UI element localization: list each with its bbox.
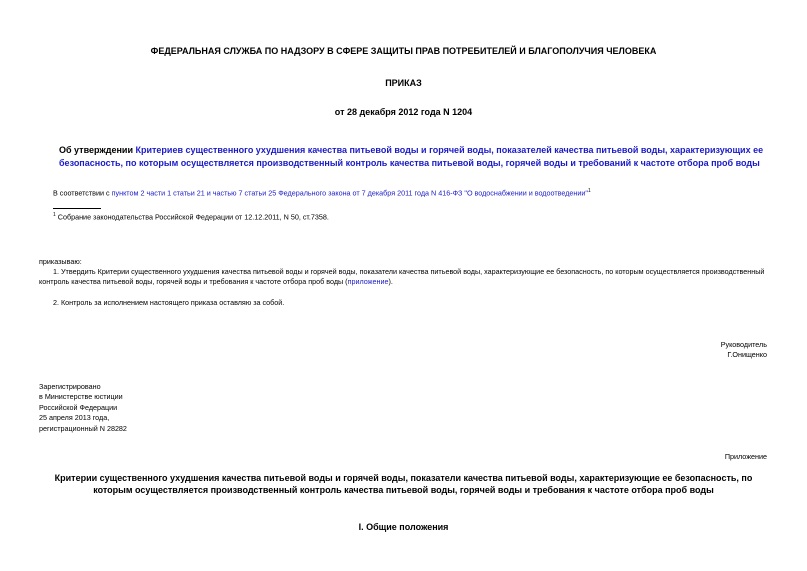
subject-line-1 xyxy=(59,145,763,155)
document-type: ПРИКАЗ xyxy=(385,78,422,88)
order-item-2: 2. Контроль за исполнением настоящего приказа оставляю за собой. xyxy=(53,298,285,307)
agency-name: ФЕДЕРАЛЬНАЯ СЛУЖБА ПО НАДЗОРУ В СФЕРЕ ЗАЩИТЫ ПРАВ ПОТРЕБИТЕЛЕЙ И БЛАГОПОЛУЧИЯ ЧЕЛОВЕКА xyxy=(150,46,657,56)
registration-block xyxy=(39,382,127,434)
registration-line: в Министерстве юстиции xyxy=(39,392,123,402)
order-item-1-text: контроль качества питьевой воды, горячей воды и требования к частоте отбора проб воды ( xyxy=(39,277,348,286)
footnote-text: Собрание законодательства Российской Федерации от 12.12.2011, N 50, ст.7358. xyxy=(57,212,329,222)
order-item-1-close: ). xyxy=(388,277,393,286)
footnote-mark: 1 xyxy=(53,212,56,218)
appendix-label: Приложение xyxy=(724,452,767,461)
section-heading: I. Общие положения xyxy=(358,522,449,532)
footnote xyxy=(53,210,329,223)
order-item-1-line-1: 1. Утвердить Критерии существенного ухудшения качества питьевой воды и горячей воды, показатели качества питьевой воды, характеризующие ее безопасность, по которым осуществляется производственный xyxy=(53,267,765,276)
order-item-1-line-2 xyxy=(39,277,393,287)
subject-prefix: Об утверждении xyxy=(59,145,136,155)
footnote-reference[interactable]: 1 xyxy=(587,188,591,194)
registration-line: Российской Федерации xyxy=(39,402,118,412)
order-intro: приказываю: xyxy=(39,257,82,266)
signature-name: Г.Онищенко xyxy=(727,350,767,359)
registration-line: регистрационный N 28282 xyxy=(39,423,127,433)
basis-text: В соответствии с xyxy=(53,188,112,198)
appendix-title-line-2: которым осуществляется производственный контроль качества питьевой воды, горячей воды и требования к частоте отбора проб воды xyxy=(93,485,714,495)
subject-link-part-1[interactable]: Критериев существенного ухудшения качества питьевой воды и горячей воды, показателей качества питьевой воды, характеризующих ее xyxy=(135,145,764,155)
appendix-title-line-1: Критерии существенного ухудшения качества питьевой воды и горячей воды, показатели качества питьевой воды, характеризующие ее безопасность, по xyxy=(54,473,753,483)
registration-line: Зарегистрировано xyxy=(39,382,101,391)
registration-line: 25 апреля 2013 года, xyxy=(39,413,110,423)
footnote-divider xyxy=(53,208,101,209)
document-date-number: от 28 декабря 2012 года N 1204 xyxy=(334,107,473,117)
appendix-link[interactable]: приложение xyxy=(347,277,389,286)
subject-link-part-2[interactable]: безопасность, по которым осуществляется производственный контроль качества питьевой воды, горячей воды и требований к частоте отбора проб воды xyxy=(59,158,760,168)
signature-title: Руководитель xyxy=(720,340,767,349)
basis-paragraph xyxy=(53,186,591,199)
federal-law-link[interactable]: пунктом 2 части 1 статьи 21 и частью 7 статьи 25 Федерального закона от 7 декабря 2011 года N 416-ФЗ "О водоснабжении и водоотведении" xyxy=(111,188,588,198)
